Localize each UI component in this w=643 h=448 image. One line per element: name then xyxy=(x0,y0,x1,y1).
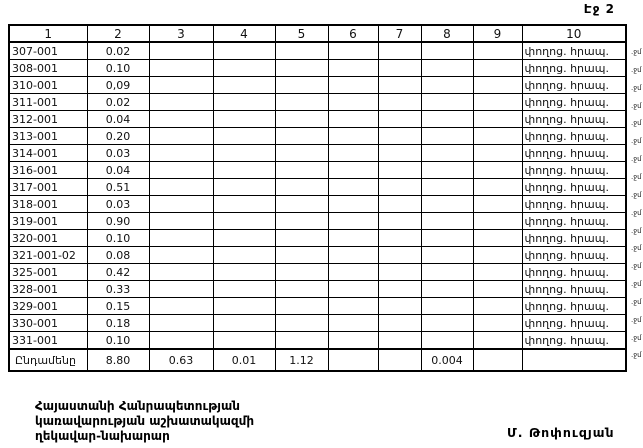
empty-cell xyxy=(328,230,378,247)
empty-cell xyxy=(275,60,328,77)
empty-cell xyxy=(275,42,328,60)
empty-cell xyxy=(473,230,522,247)
area-value-cell: 0.42 xyxy=(87,264,149,281)
empty-cell xyxy=(421,213,473,230)
empty-cell xyxy=(275,162,328,179)
table-row xyxy=(9,94,626,111)
empty-cell xyxy=(328,281,378,298)
empty-cell xyxy=(213,196,275,213)
area-value-cell: 0.02 xyxy=(87,94,149,111)
empty-cell xyxy=(275,332,328,350)
empty-cell xyxy=(473,332,522,350)
empty-cell xyxy=(328,111,378,128)
table-row xyxy=(9,298,626,315)
empty-cell xyxy=(378,264,421,281)
table-row xyxy=(9,230,626,247)
table-row xyxy=(9,145,626,162)
empty-cell xyxy=(275,230,328,247)
margin-note: .ջմ xyxy=(631,137,642,146)
table-row xyxy=(9,179,626,196)
area-value-cell: 0.51 xyxy=(87,179,149,196)
empty-cell xyxy=(213,281,275,298)
table-row xyxy=(9,128,626,145)
empty-cell xyxy=(149,145,213,162)
column-header: 6 xyxy=(328,25,378,42)
table-row xyxy=(9,213,626,230)
street-note-cell: փողոց. հրապ. xyxy=(522,128,626,145)
total-value-cell: 0.01 xyxy=(213,349,275,371)
empty-cell xyxy=(328,179,378,196)
area-value-cell: 0,09 xyxy=(87,77,149,94)
empty-cell xyxy=(473,281,522,298)
margin-note: .ջմ xyxy=(631,119,642,128)
empty-cell xyxy=(328,94,378,111)
empty-cell xyxy=(275,128,328,145)
empty-cell xyxy=(378,196,421,213)
street-note-cell: փողոց. հրապ. xyxy=(522,60,626,77)
empty-cell xyxy=(473,264,522,281)
footer-line-1: Հայաստանի Հանրապետության xyxy=(35,399,240,413)
empty-cell xyxy=(421,145,473,162)
empty-cell xyxy=(275,145,328,162)
empty-cell xyxy=(213,111,275,128)
empty-cell xyxy=(149,264,213,281)
parcel-code-cell: 313-001 xyxy=(9,128,87,145)
empty-cell xyxy=(378,77,421,94)
area-value-cell: 0.04 xyxy=(87,162,149,179)
empty-cell xyxy=(378,162,421,179)
empty-cell xyxy=(473,247,522,264)
street-note-cell: փողոց. հրապ. xyxy=(522,77,626,94)
empty-cell xyxy=(149,298,213,315)
empty-cell xyxy=(473,60,522,77)
parcel-code-cell: 317-001 xyxy=(9,179,87,196)
margin-note: .ջմ xyxy=(631,101,642,110)
empty-cell xyxy=(378,315,421,332)
empty-cell xyxy=(213,332,275,350)
empty-cell xyxy=(421,94,473,111)
column-header: 5 xyxy=(275,25,328,42)
margin-note: .ջմ xyxy=(631,351,642,360)
margin-note: .ջմ xyxy=(631,65,642,74)
parcel-code-cell: 311-001 xyxy=(9,94,87,111)
parcel-code-cell: 325-001 xyxy=(9,264,87,281)
empty-cell xyxy=(213,247,275,264)
parcel-code-cell: 307-001 xyxy=(9,42,87,60)
empty-cell xyxy=(149,213,213,230)
street-note-cell: փողոց. հրապ. xyxy=(522,315,626,332)
street-note-cell: փողոց. հրապ. xyxy=(522,196,626,213)
table-row xyxy=(9,111,626,128)
table-row xyxy=(9,42,626,60)
area-value-cell: 0.10 xyxy=(87,60,149,77)
parcel-code-cell: 330-001 xyxy=(9,315,87,332)
table-row xyxy=(9,264,626,281)
empty-cell xyxy=(149,128,213,145)
parcel-code-cell: 329-001 xyxy=(9,298,87,315)
parcel-code-cell: 319-001 xyxy=(9,213,87,230)
empty-cell xyxy=(328,77,378,94)
footer-line-3: ղեկավար-նախարար xyxy=(35,429,170,443)
empty-cell xyxy=(213,315,275,332)
street-note-cell: փողոց. հրապ. xyxy=(522,264,626,281)
empty-cell xyxy=(522,349,626,371)
empty-cell xyxy=(213,298,275,315)
area-value-cell: 0.10 xyxy=(87,230,149,247)
empty-cell xyxy=(149,60,213,77)
empty-cell xyxy=(275,94,328,111)
table-row xyxy=(9,77,626,94)
total-row xyxy=(9,349,626,371)
area-value-cell: 0.10 xyxy=(87,332,149,350)
empty-cell xyxy=(213,77,275,94)
empty-cell xyxy=(275,247,328,264)
parcel-code-cell: 320-001 xyxy=(9,230,87,247)
empty-cell xyxy=(328,298,378,315)
empty-cell xyxy=(473,42,522,60)
empty-cell xyxy=(213,264,275,281)
empty-cell xyxy=(421,281,473,298)
margin-note: .ջմ xyxy=(631,297,642,306)
empty-cell xyxy=(421,77,473,94)
empty-cell xyxy=(421,247,473,264)
parcel-code-cell: 318-001 xyxy=(9,196,87,213)
empty-cell xyxy=(378,349,421,371)
area-value-cell: 0.90 xyxy=(87,213,149,230)
empty-cell xyxy=(473,298,522,315)
margin-note: .ջմ xyxy=(631,48,642,56)
empty-cell xyxy=(473,145,522,162)
street-note-cell: փողոց. հրապ. xyxy=(522,162,626,179)
street-note-cell: փողոց. հրապ. xyxy=(522,247,626,264)
area-value-cell: 0.15 xyxy=(87,298,149,315)
parcel-code-cell: 308-001 xyxy=(9,60,87,77)
empty-cell xyxy=(421,315,473,332)
table-row xyxy=(9,315,626,332)
empty-cell xyxy=(213,145,275,162)
table-row xyxy=(9,332,626,350)
empty-cell xyxy=(275,264,328,281)
empty-cell xyxy=(473,315,522,332)
empty-cell xyxy=(328,42,378,60)
total-value-cell: 0.63 xyxy=(149,349,213,371)
area-value-cell: 0.04 xyxy=(87,111,149,128)
total-value-cell: 1.12 xyxy=(275,349,328,371)
empty-cell xyxy=(328,196,378,213)
empty-cell xyxy=(378,332,421,350)
empty-cell xyxy=(421,230,473,247)
empty-cell xyxy=(328,128,378,145)
street-note-cell: փողոց. հրապ. xyxy=(522,94,626,111)
empty-cell xyxy=(328,264,378,281)
empty-cell xyxy=(421,179,473,196)
empty-cell xyxy=(275,196,328,213)
empty-cell xyxy=(378,230,421,247)
column-header: 3 xyxy=(149,25,213,42)
total-value-cell: 8.80 xyxy=(87,349,149,371)
signature-name: Մ. Թոփուզյան xyxy=(507,425,615,440)
area-value-cell: 0.03 xyxy=(87,145,149,162)
empty-cell xyxy=(328,315,378,332)
empty-cell xyxy=(378,42,421,60)
empty-cell xyxy=(421,196,473,213)
area-value-cell: 0.18 xyxy=(87,315,149,332)
empty-cell xyxy=(275,213,328,230)
empty-cell xyxy=(421,332,473,350)
empty-cell xyxy=(149,281,213,298)
margin-note: .ջմ xyxy=(631,208,642,217)
empty-cell xyxy=(328,247,378,264)
empty-cell xyxy=(275,281,328,298)
area-value-cell: 0.03 xyxy=(87,196,149,213)
margin-note: .ջմ xyxy=(631,83,642,92)
empty-cell xyxy=(473,213,522,230)
column-header: 10 xyxy=(522,25,626,42)
empty-cell xyxy=(378,94,421,111)
empty-cell xyxy=(328,145,378,162)
empty-cell xyxy=(275,179,328,196)
table-row xyxy=(9,60,626,77)
street-note-cell: փողոց. հրապ. xyxy=(522,281,626,298)
empty-cell xyxy=(213,179,275,196)
empty-cell xyxy=(421,111,473,128)
empty-cell xyxy=(473,77,522,94)
area-value-cell: 0.33 xyxy=(87,281,149,298)
empty-cell xyxy=(421,264,473,281)
empty-cell xyxy=(378,60,421,77)
margin-note: .ջմ xyxy=(631,315,642,324)
empty-cell xyxy=(473,111,522,128)
empty-cell xyxy=(421,60,473,77)
empty-cell xyxy=(149,111,213,128)
table-header-row xyxy=(9,25,626,42)
empty-cell xyxy=(149,94,213,111)
table-row xyxy=(9,196,626,213)
empty-cell xyxy=(421,42,473,60)
street-note-cell: փողոց. հրապ. xyxy=(522,145,626,162)
empty-cell xyxy=(149,332,213,350)
empty-cell xyxy=(378,179,421,196)
area-value-cell: 0.02 xyxy=(87,42,149,60)
empty-cell xyxy=(473,128,522,145)
empty-cell xyxy=(328,349,378,371)
street-note-cell: փողոց. հրապ. xyxy=(522,298,626,315)
empty-cell xyxy=(149,42,213,60)
empty-cell xyxy=(378,128,421,145)
margin-note: .ջմ xyxy=(631,172,642,181)
column-header: 9 xyxy=(473,25,522,42)
total-value-cell: 0.004 xyxy=(421,349,473,371)
margin-note: .ջմ xyxy=(631,333,642,342)
parcel-code-cell: 328-001 xyxy=(9,281,87,298)
empty-cell xyxy=(213,60,275,77)
empty-cell xyxy=(149,230,213,247)
column-header: 7 xyxy=(378,25,421,42)
empty-cell xyxy=(378,213,421,230)
empty-cell xyxy=(378,247,421,264)
empty-cell xyxy=(328,60,378,77)
empty-cell xyxy=(149,247,213,264)
total-label-cell: Ընդամենը xyxy=(9,349,87,371)
street-note-cell: փողոց. հրապ. xyxy=(522,111,626,128)
column-header: 2 xyxy=(87,25,149,42)
margin-note: .ջմ xyxy=(631,226,642,235)
footer-line-2: կառավարության աշխատակազմի xyxy=(35,414,255,428)
empty-cell xyxy=(378,298,421,315)
empty-cell xyxy=(149,77,213,94)
empty-cell xyxy=(275,111,328,128)
empty-cell xyxy=(473,196,522,213)
parcel-code-cell: 310-001 xyxy=(9,77,87,94)
column-header: 8 xyxy=(421,25,473,42)
parcel-code-cell: 321-001-02 xyxy=(9,247,87,264)
column-header: 1 xyxy=(9,25,87,42)
empty-cell xyxy=(149,179,213,196)
empty-cell xyxy=(473,162,522,179)
empty-cell xyxy=(149,196,213,213)
street-note-cell: փողոց. հրապ. xyxy=(522,179,626,196)
empty-cell xyxy=(421,128,473,145)
empty-cell xyxy=(473,179,522,196)
empty-cell xyxy=(473,94,522,111)
empty-cell xyxy=(328,162,378,179)
parcel-code-cell: 331-001 xyxy=(9,332,87,350)
column-header: 4 xyxy=(213,25,275,42)
empty-cell xyxy=(421,162,473,179)
empty-cell xyxy=(275,77,328,94)
margin-note: .ջմ xyxy=(631,280,642,289)
area-value-cell: 0.08 xyxy=(87,247,149,264)
street-note-cell: փողոց. հրապ. xyxy=(522,213,626,230)
empty-cell xyxy=(275,315,328,332)
land-parcels-table xyxy=(8,24,627,372)
empty-cell xyxy=(213,42,275,60)
margin-note: .ջմ xyxy=(631,190,642,199)
empty-cell xyxy=(149,162,213,179)
street-note-cell: փողոց. հրապ. xyxy=(522,332,626,350)
margin-note: .ջմ xyxy=(631,262,642,271)
empty-cell xyxy=(213,94,275,111)
table-row xyxy=(9,281,626,298)
empty-cell xyxy=(213,213,275,230)
empty-cell xyxy=(213,162,275,179)
area-value-cell: 0.20 xyxy=(87,128,149,145)
parcel-code-cell: 312-001 xyxy=(9,111,87,128)
footer-organization xyxy=(35,399,254,444)
empty-cell xyxy=(213,128,275,145)
page-number: Էջ 2 xyxy=(583,2,615,16)
empty-cell xyxy=(378,281,421,298)
table-row xyxy=(9,162,626,179)
empty-cell xyxy=(328,213,378,230)
street-note-cell: փողոց. հրապ. xyxy=(522,42,626,60)
margin-note: .ջմ xyxy=(631,155,642,164)
parcel-code-cell: 316-001 xyxy=(9,162,87,179)
table-row xyxy=(9,247,626,264)
parcel-code-cell: 314-001 xyxy=(9,145,87,162)
empty-cell xyxy=(378,111,421,128)
empty-cell xyxy=(473,349,522,371)
empty-cell xyxy=(421,298,473,315)
empty-cell xyxy=(149,315,213,332)
street-note-cell: փողոց. հրապ. xyxy=(522,230,626,247)
empty-cell xyxy=(378,145,421,162)
empty-cell xyxy=(213,230,275,247)
empty-cell xyxy=(328,332,378,350)
empty-cell xyxy=(275,298,328,315)
margin-note: .ջմ xyxy=(631,244,642,253)
